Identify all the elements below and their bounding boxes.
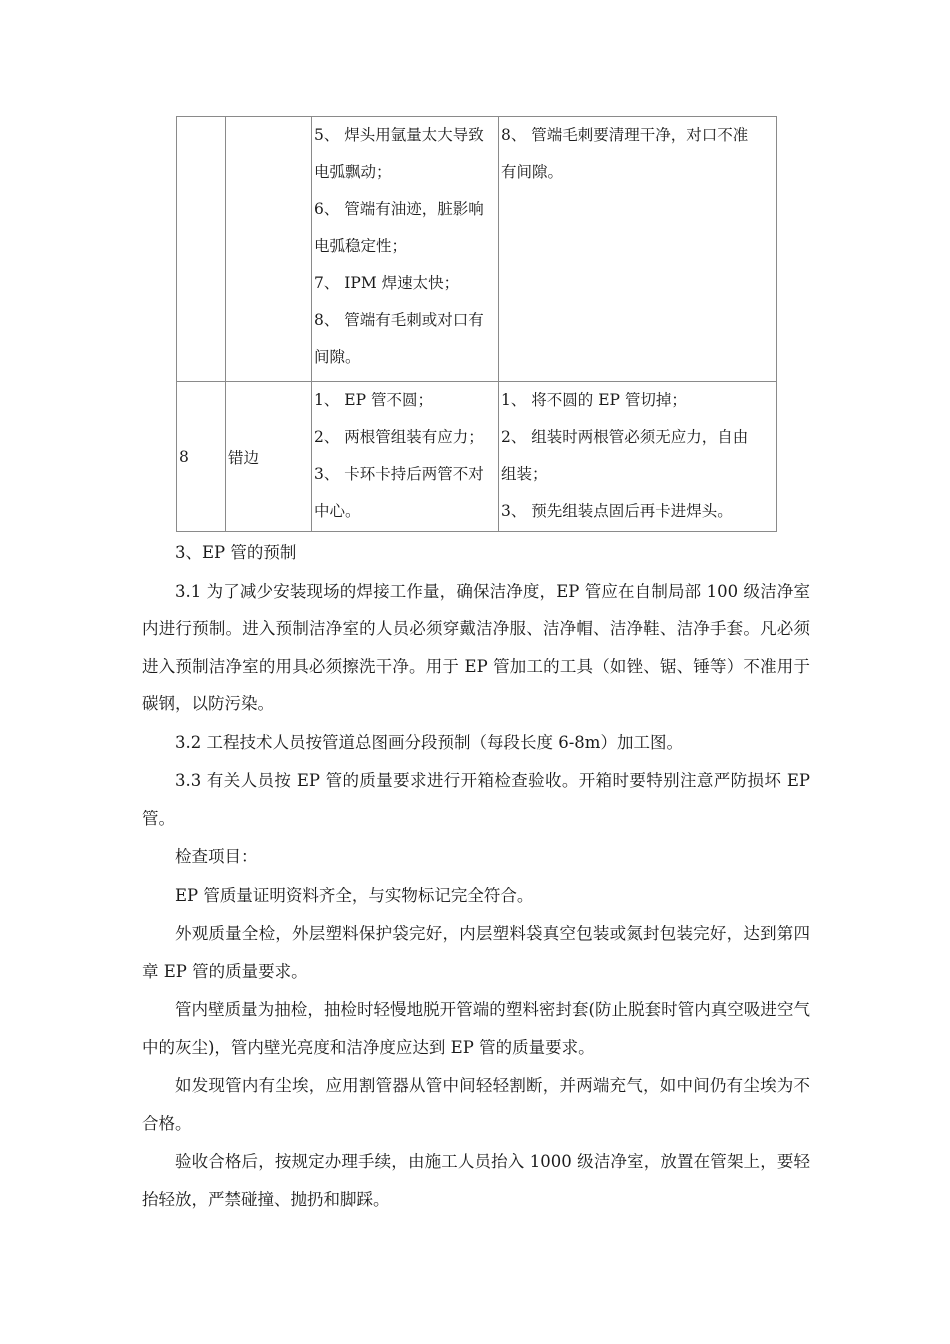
- paragraph: 管内壁质量为抽检，抽检时轻慢地脱开管端的塑料密封套(防止脱套时管内真空吸进空气中的灰尘)，管内壁光亮度和洁净度应达到 EP 管的质量要求。: [142, 1000, 810, 1057]
- measure-line: 2、 组装时两根管必须无应力，自由: [501, 428, 749, 446]
- paragraph: 检查项目：: [175, 847, 258, 866]
- paragraph: 如发现管内有尘埃，应用割管器从管中间轻轻割断，并两端充气，如中间仍有尘埃为不合格。: [142, 1076, 810, 1133]
- defect-name-cell: 错边: [226, 382, 312, 532]
- cause-line: 2、 两根管组装有应力；: [314, 428, 484, 446]
- cause-cell: [312, 117, 499, 382]
- paragraph: 3.1 为了减少安装现场的焊接工作量，确保洁净度，EP 管应在自制局部 100 级洁净室内进行预制。进入预制洁净室的人员必须穿戴洁净服、洁净帽、洁净鞋、洁净手套。凡必须进入预制洁净室的用具必须擦洗干净。用于 EP 管加工的工具（如锉、锯、锤等）不准用于碳钢，以防污染。: [142, 581, 810, 713]
- cause-line: 7、 IPM 焊速太快；: [314, 274, 460, 292]
- document-body: [142, 534, 810, 1219]
- cause-line: 6、 管端有油迹，脏影响: [314, 200, 484, 218]
- measure-line: 组装；: [501, 465, 548, 483]
- table-row: [177, 117, 777, 382]
- cause-line: 1、 EP 管不圆；: [314, 391, 433, 409]
- measure-line: 8、 管端毛刺要清理干净，对口不准: [501, 126, 749, 144]
- paragraph: EP 管质量证明资料齐全，与实物标记完全符合。: [175, 885, 534, 905]
- cause-line: 间隙。: [314, 348, 361, 366]
- cause-line: 3、 卡环卡持后两管不对: [314, 465, 484, 483]
- cause-line: 电弧飘动；: [314, 163, 392, 181]
- measure-cell: [499, 382, 777, 532]
- cause-line: 中心。: [314, 502, 361, 520]
- paragraph: 3.3 有关人员按 EP 管的质量要求进行开箱检查验收。开箱时要特别注意严防损坏 EP 管。: [142, 771, 810, 828]
- measure-line: 有间隙。: [501, 163, 564, 181]
- paragraph: 外观质量全检，外层塑料保护袋完好，内层塑料袋真空包装或氮封包装完好，达到第四章 EP 管的质量要求。: [142, 924, 810, 981]
- cause-line: 5、 焊头用氩量太大导致: [314, 126, 484, 144]
- row-number-cell: 8: [177, 382, 226, 532]
- measure-cell: [499, 117, 777, 382]
- paragraph: 验收合格后，按规定办理手续，由施工人员抬入 1000 级洁净室，放置在管架上，要轻抬轻放，严禁碰撞、抛扔和脚踩。: [142, 1152, 810, 1209]
- section-heading: 3、EP 管的预制: [175, 543, 297, 562]
- paragraph: 3.2 工程技术人员按管道总图画分段预制（每段长度 6-8m）加工图。: [175, 732, 683, 752]
- cause-line: 电弧稳定性；: [314, 237, 408, 255]
- defect-table: [176, 116, 777, 532]
- row-number-cell: [177, 117, 226, 382]
- cause-cell: [312, 382, 499, 532]
- cause-line: 8、 管端有毛刺或对口有: [314, 311, 484, 329]
- measure-line: 3、 预先组装点固后再卡进焊头。: [501, 502, 733, 520]
- measure-line: 1、 将不圆的 EP 管切掉；: [501, 391, 687, 409]
- table-row: [177, 382, 777, 532]
- defect-name-cell: [226, 117, 312, 382]
